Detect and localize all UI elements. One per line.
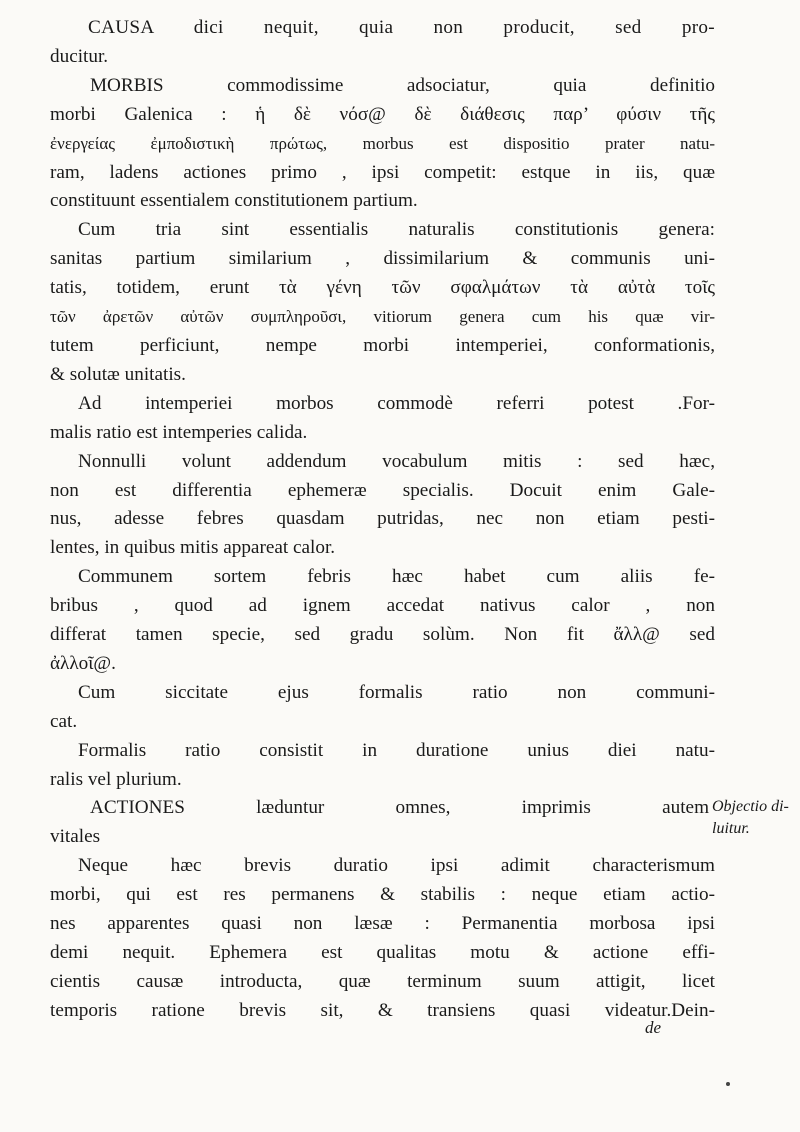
- text-line: ACTIONES læduntur omnes, imprimis autem: [90, 797, 709, 819]
- main-text: [50, 14, 715, 1026]
- ink-spot: [726, 1082, 730, 1086]
- text-line: nus, adesse febres quasdam putridas, nec non etiam pesti-: [50, 508, 715, 530]
- text-line: CAUSA dici nequit, quia non producit, sed pro-: [88, 17, 715, 38]
- text-line: & solutæ unitatis.: [50, 363, 186, 385]
- text-line: tutem perficiunt, nempe morbi intemperiei, conformationis,: [50, 334, 715, 356]
- text-line: MORBIS commodissime adsociatur, quia definitio: [90, 74, 715, 96]
- text-line: Neque hæc brevis duratio ipsi adimit characterismum: [78, 855, 715, 877]
- text-line: bribus , quod ad ignem accedat nativus calor , non: [50, 595, 715, 617]
- text-line: Formalis ratio consistit in duratione unius diei natu-: [78, 739, 715, 761]
- margin-note-line: Objectio di-: [712, 798, 789, 815]
- text-line: vitales: [50, 826, 101, 848]
- text-line: Cum siccitate ejus formalis ratio non communi-: [78, 681, 715, 703]
- text-line: Communem sortem febris hæc habet cum aliis fe-: [78, 566, 715, 588]
- text-line: cat.: [50, 710, 78, 732]
- text-line: Ad intemperiei morbos commodè referri potest .For-: [78, 392, 715, 414]
- text-line: ram, ladens actiones primo , ipsi competit: estque in iis, quæ: [50, 161, 715, 183]
- text-line: τῶν ἀρετῶν αὐτῶν συμπληροῦσι, vitiorum genera cum his quæ vir-: [50, 307, 715, 327]
- text-line: ducitur.: [50, 45, 109, 67]
- text-line: tatis, totidem, erunt τὰ γένη τῶν σφαλμάτων τὰ αὐτὰ τοῖς: [50, 277, 715, 299]
- text-line: ἐνεργείας ἐμποδιστικὴ πρώτως, morbus est dispositio prater natu-: [50, 133, 715, 153]
- text-line: cientis causæ introducta, quæ terminum suum attigit, licet: [50, 970, 715, 992]
- text-line: Nonnulli volunt addendum vocabulum mitis : sed hæc,: [78, 450, 715, 472]
- text-line: temporis ratione brevis sit, & transiens quasi videatur.Dein-: [50, 999, 715, 1021]
- text-line: Cum tria sint essentialis naturalis constitutionis genera:: [78, 219, 715, 241]
- text-line: lentes, in quibus mitis appareat calor.: [50, 537, 336, 559]
- margin-note-line: luitur.: [712, 820, 750, 837]
- text-line: sanitas partium similarium , dissimilarium & communis uni-: [50, 248, 715, 270]
- text-line: non est differentia ephemeræ specialis. Docuit enim Gale-: [50, 479, 715, 501]
- text-line: differat tamen specie, sed gradu solùm. Non fit ἄλλ@ sed: [50, 624, 715, 646]
- catchword: de: [645, 1018, 662, 1037]
- text-line: constituunt essentialem constitutionem partium.: [50, 190, 418, 212]
- text-line: nes apparentes quasi non læsæ : Permanentia morbosa ipsi: [50, 913, 715, 935]
- text-line: ralis vel plurium.: [50, 768, 182, 790]
- text-line: ἀλλοῖ@.: [50, 652, 116, 674]
- text-line: morbi, qui est res permanens & stabilis : neque etiam actio-: [50, 884, 715, 906]
- margin-note: [712, 796, 792, 840]
- text-line: morbi Galenica : ἡ δὲ νόσ@ δὲ διάθεσις παρ’ φύσιν τῆς: [50, 103, 715, 125]
- text-line: demi nequit. Ephemera est qualitas motu & actione effi-: [50, 942, 715, 963]
- text-line: malis ratio est intemperies calida.: [50, 421, 308, 443]
